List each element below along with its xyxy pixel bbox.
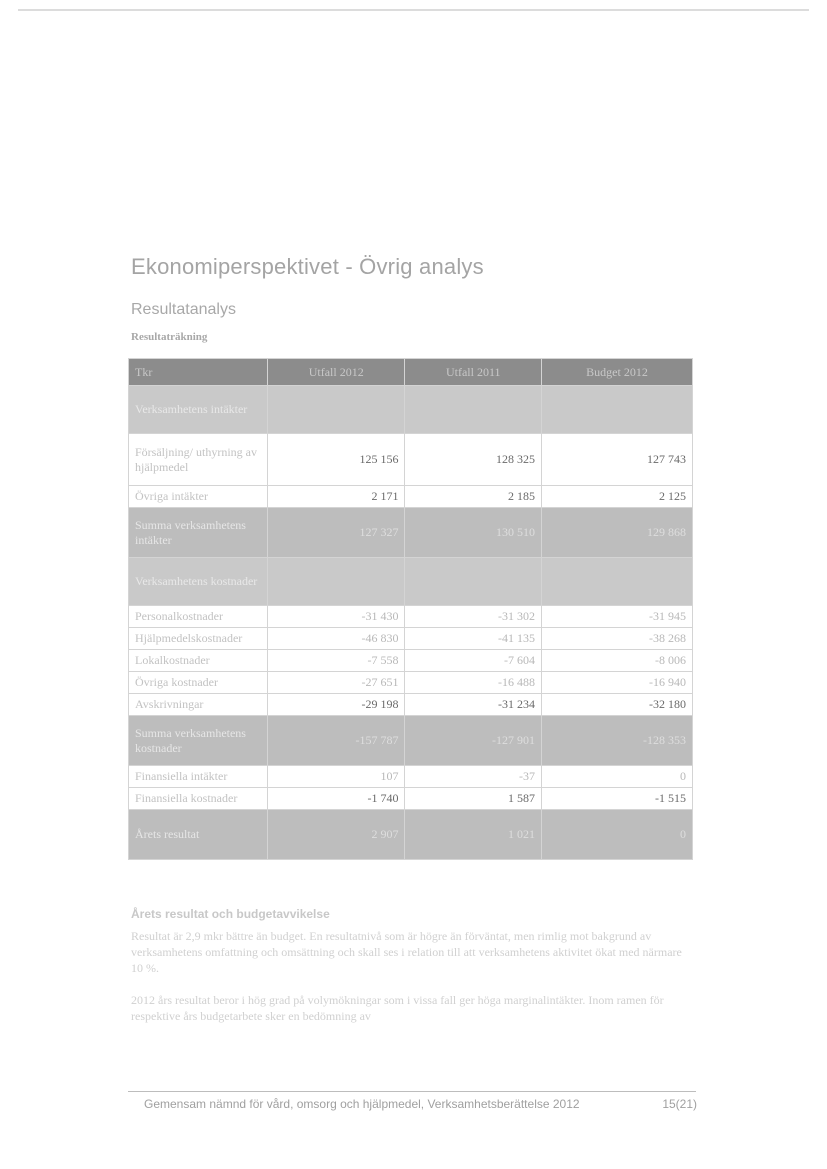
row-value: 130 510 bbox=[405, 508, 542, 558]
row-label: Summa verksamhetens intäkter bbox=[129, 508, 268, 558]
row-label: Försäljning/ uthyrning av hjälpmedel bbox=[129, 434, 268, 486]
row-value: -1 515 bbox=[542, 788, 693, 810]
paragraph-2: 2012 års resultat beror i hög grad på volymökningar som i vissa fall ger höga marginalintäkter. Inom ramen för respektive års budgetarbete sker en bedömning av bbox=[131, 993, 664, 1023]
result-section-title: Årets resultat och budgetavvikelse bbox=[131, 907, 330, 921]
row-label: Övriga kostnader bbox=[129, 672, 268, 694]
row-value: 0 bbox=[542, 766, 693, 788]
row-value: -7 558 bbox=[268, 650, 405, 672]
table-header-row bbox=[129, 359, 693, 386]
row-value: 2 171 bbox=[268, 486, 405, 508]
row-label: Övriga intäkter bbox=[129, 486, 268, 508]
row-value: -31 945 bbox=[542, 606, 693, 628]
row-value: 1 021 bbox=[405, 810, 542, 860]
row-value bbox=[268, 386, 405, 434]
header-utfall-2012: Utfall 2012 bbox=[268, 359, 405, 386]
table-row bbox=[129, 650, 693, 672]
row-value: -127 901 bbox=[405, 716, 542, 766]
row-value: -7 604 bbox=[405, 650, 542, 672]
row-value: -46 830 bbox=[268, 628, 405, 650]
row-value bbox=[542, 386, 693, 434]
table-row bbox=[129, 766, 693, 788]
row-value: -38 268 bbox=[542, 628, 693, 650]
header-utfall-2011: Utfall 2011 bbox=[405, 359, 542, 386]
row-value bbox=[405, 386, 542, 434]
row-value: -157 787 bbox=[268, 716, 405, 766]
row-value bbox=[405, 558, 542, 606]
table-row bbox=[129, 788, 693, 810]
table-row bbox=[129, 606, 693, 628]
row-label: Verksamhetens kostnader bbox=[129, 558, 268, 606]
row-label: Personalkostnader bbox=[129, 606, 268, 628]
row-value: -31 234 bbox=[405, 694, 542, 716]
row-value: -128 353 bbox=[542, 716, 693, 766]
row-value bbox=[268, 558, 405, 606]
income-statement-table bbox=[128, 358, 693, 860]
section-subheading: Resultatanalys bbox=[131, 301, 236, 318]
table-row bbox=[129, 672, 693, 694]
table-row bbox=[129, 716, 693, 766]
row-value: -31 430 bbox=[268, 606, 405, 628]
header-tkr: Tkr bbox=[129, 359, 268, 386]
row-label: Summa verksamhetens kostnader bbox=[129, 716, 268, 766]
page-heading: Ekonomiperspektivet - Övrig analys bbox=[131, 254, 484, 279]
paragraph-1: Resultat är 2,9 mkr bättre än budget. En resultatnivå som är högre än förväntat, men rimlig mot bakgrund av verksamhetens omfattning och omsättning och skall ses i relation till att verksamhetens aktivitet ökat med närmare 10 %. bbox=[131, 929, 682, 975]
row-value: -16 488 bbox=[405, 672, 542, 694]
row-value: -1 740 bbox=[268, 788, 405, 810]
row-value: -29 198 bbox=[268, 694, 405, 716]
table-row bbox=[129, 386, 693, 434]
row-label: Finansiella intäkter bbox=[129, 766, 268, 788]
row-value: -37 bbox=[405, 766, 542, 788]
row-value: -8 006 bbox=[542, 650, 693, 672]
row-value: 127 327 bbox=[268, 508, 405, 558]
row-value: -41 135 bbox=[405, 628, 542, 650]
row-value: 125 156 bbox=[268, 434, 405, 486]
scan-top-edge bbox=[18, 9, 809, 11]
row-value: 2 185 bbox=[405, 486, 542, 508]
row-label: Lokalkostnader bbox=[129, 650, 268, 672]
row-label: Avskrivningar bbox=[129, 694, 268, 716]
row-label: Årets resultat bbox=[129, 810, 268, 860]
row-label: Finansiella kostnader bbox=[129, 788, 268, 810]
row-value: 128 325 bbox=[405, 434, 542, 486]
table-row bbox=[129, 434, 693, 486]
row-value: 2 125 bbox=[542, 486, 693, 508]
row-value bbox=[542, 558, 693, 606]
row-label: Verksamhetens intäkter bbox=[129, 386, 268, 434]
table-row bbox=[129, 810, 693, 860]
table-row bbox=[129, 508, 693, 558]
table-title: Resultaträkning bbox=[131, 331, 208, 343]
row-value: 107 bbox=[268, 766, 405, 788]
row-value: 2 907 bbox=[268, 810, 405, 860]
row-value: 127 743 bbox=[542, 434, 693, 486]
footer-text: Gemensam nämnd för vård, omsorg och hjälpmedel, Verksamhetsberättelse 2012 bbox=[144, 1097, 580, 1111]
row-value: 129 868 bbox=[542, 508, 693, 558]
row-label: Hjälpmedelskostnader bbox=[129, 628, 268, 650]
row-value: -31 302 bbox=[405, 606, 542, 628]
table-row bbox=[129, 628, 693, 650]
footer-rule bbox=[128, 1091, 696, 1092]
table-row bbox=[129, 694, 693, 716]
table-row bbox=[129, 558, 693, 606]
row-value: 1 587 bbox=[405, 788, 542, 810]
table-row bbox=[129, 486, 693, 508]
row-value: -27 651 bbox=[268, 672, 405, 694]
row-value: -16 940 bbox=[542, 672, 693, 694]
row-value: 0 bbox=[542, 810, 693, 860]
page-number: 15(21) bbox=[662, 1097, 697, 1111]
table-body bbox=[129, 386, 693, 860]
header-budget-2012: Budget 2012 bbox=[542, 359, 693, 386]
row-value: -32 180 bbox=[542, 694, 693, 716]
